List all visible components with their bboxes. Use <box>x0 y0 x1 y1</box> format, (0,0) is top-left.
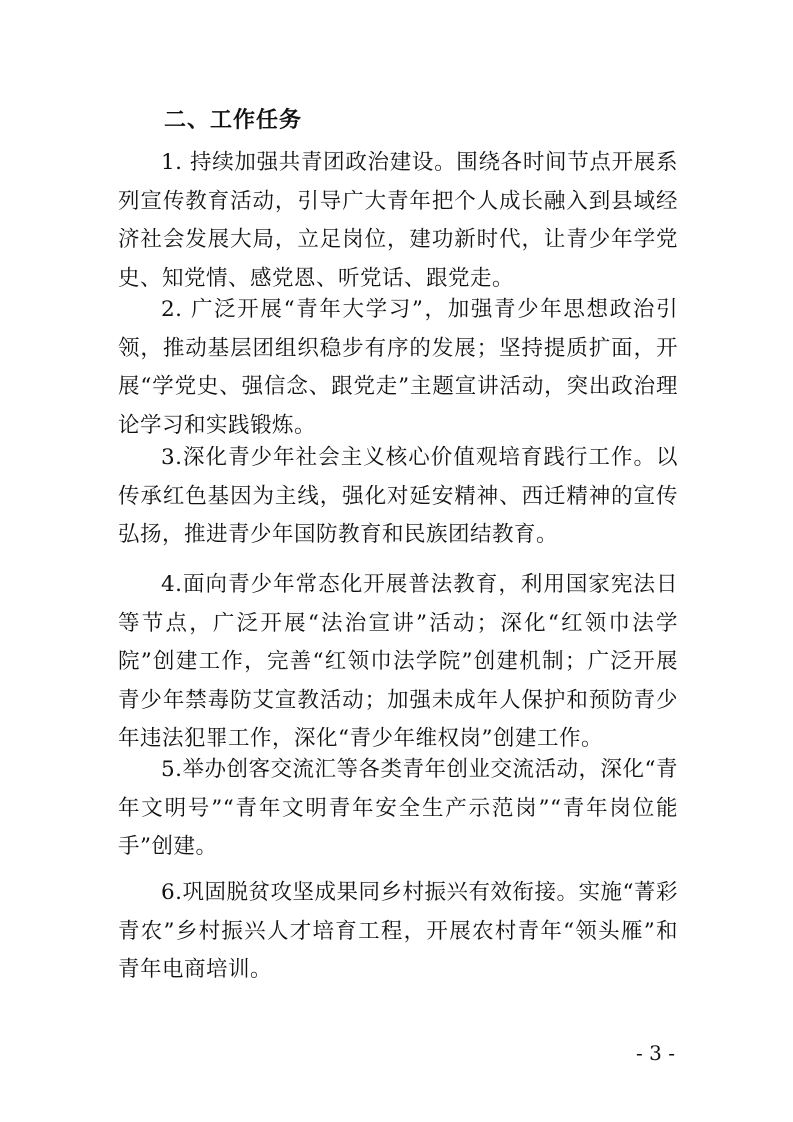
paragraph-task-5: 5.举办创客交流汇等各类青年创业交流活动，深化“青年文明号”“青年文明青年安全生产示范岗”“青年岗位能手”创建。 <box>118 757 679 859</box>
paragraph-task-6: 6.巩固脱贫攻坚成果同乡村振兴有效衔接。实施“菁彩青农”乡村振兴人才培育工程，开展农村青年“领头雁”和青年电商培训。 <box>118 880 679 982</box>
paragraph-task-3: 3.深化青少年社会主义核心价值观培育践行工作。以传承红色基因为主线，强化对延安精神、西迁精神的宣传弘扬，推进青少年国防教育和民族团结教育。 <box>118 445 678 547</box>
section-heading: 二、工作任务 <box>164 108 303 133</box>
paragraph-task-4: 4.面向青少年常态化开展普法教育，利用国家宪法日等节点，广泛开展“法治宣讲”活动；深化“红领巾法学院”创建工作，完善“红领巾法学院”创建机制；广泛开展青少年禁毒防艾宣教活动；加强未成年人保护和预防青少年违法犯罪工作，深化“青少年维权岗”创建工作。 <box>118 572 678 751</box>
paragraph-task-2: 2. 广泛开展“青年大学习”，加强青少年思想政治引领，推动基层团组织稳步有序的发展；坚持提质扩面，开展“学党史、强信念、跟党走”主题宣讲活动，突出政治理论学习和实践锻炼。 <box>118 297 678 438</box>
paragraph-task-1: 1. 持续加强共青团政治建设。围绕各时间节点开展系列宣传教育活动，引导广大青年把个人成长融入到县域经济社会发展大局，立足岗位，建功新时代，让青少年学党史、知党情、感党恩、听党话、跟党走。 <box>118 150 678 291</box>
page-number: - 3 - <box>636 1041 675 1065</box>
